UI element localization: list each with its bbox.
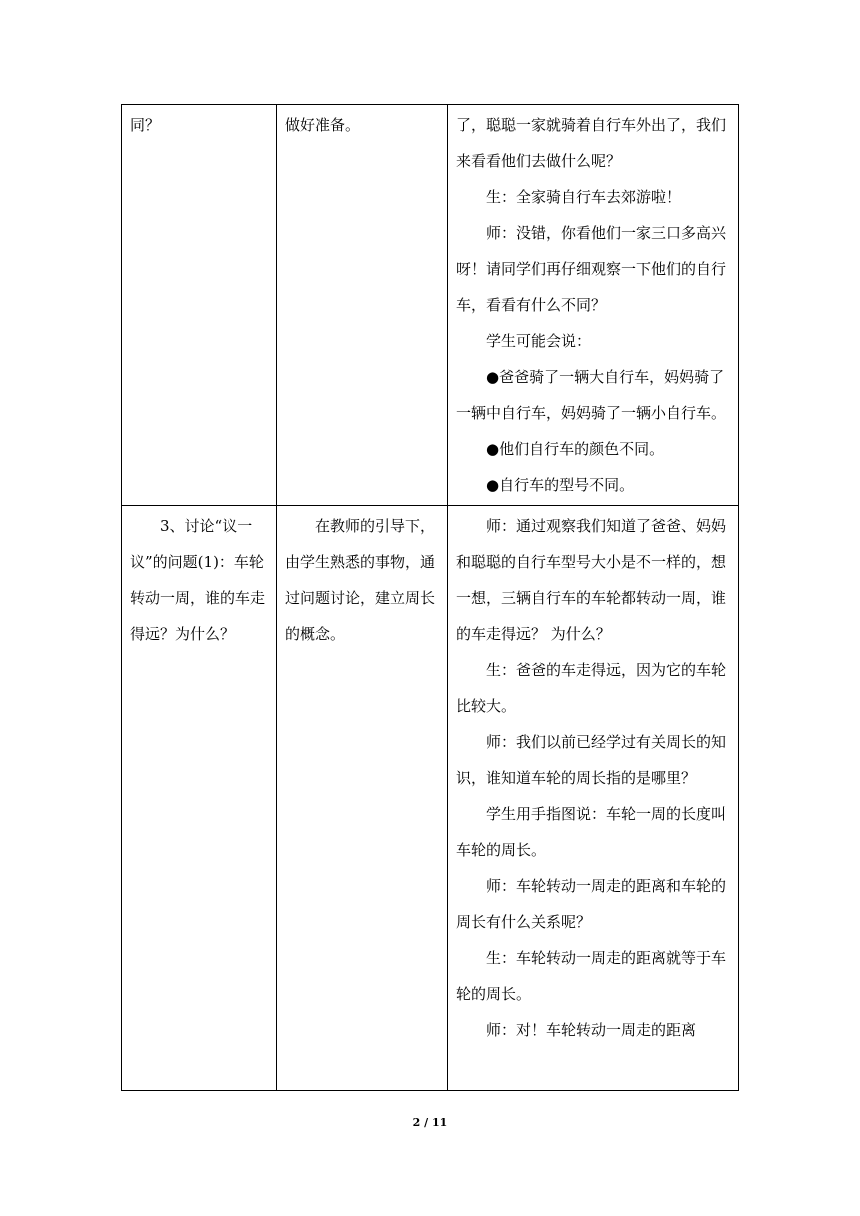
activity-cell — [122, 105, 277, 506]
dialogue-paragraph: 师：车轮转动一周走的距离和车轮的周长有什么关系呢？ — [456, 877, 727, 931]
dialogue-paragraph: ●他们自行车的颜色不同。 — [486, 440, 665, 458]
cell-text: 同？ — [130, 116, 161, 134]
intent-cell — [277, 105, 448, 506]
dialogue-paragraph: 了，聪聪一家就骑着自行车外出了，我们来看看他们去做什么呢？ — [456, 116, 727, 170]
table-row — [122, 105, 739, 506]
cell-text: 做好准备。 — [285, 116, 361, 134]
cell-text: 3、讨论“议一议”的问题(1)：车轮转动一周，谁的车走得远？为什么？ — [130, 517, 266, 643]
table-row — [122, 506, 739, 1091]
dialogue-cell — [448, 506, 739, 1091]
cell-text: 在教师的引导下，由学生熟悉的事物，通过问题讨论，建立周长的概念。 — [285, 517, 436, 643]
dialogue-paragraph: 生：全家骑自行车去郊游啦！ — [486, 188, 682, 206]
dialogue-paragraph: 师：没错，你看他们一家三口多高兴呀！请同学们再仔细观察一下他们的自行车，看看有什么不同？ — [456, 224, 727, 314]
dialogue-paragraph: 生：爸爸的车走得远，因为它的车轮比较大。 — [456, 661, 727, 715]
dialogue-paragraph: ●爸爸骑了一辆大自行车，妈妈骑了一辆中自行车，妈妈骑了一辆小自行车。 — [456, 368, 727, 422]
dialogue-paragraph: 学生用手指图说：车轮一周的长度叫车轮的周长。 — [456, 805, 727, 859]
dialogue-paragraph: ●自行车的型号不同。 — [486, 476, 635, 494]
dialogue-paragraph: 师：通过观察我们知道了爸爸、妈妈和聪聪的自行车型号大小是不一样的，想一想，三辆自行车的车轮都转动一周，谁的车走得远？ 为什么？ — [456, 517, 727, 643]
dialogue-paragraph: 师：对！车轮转动一周走的距离 — [486, 1021, 697, 1039]
page-number: 2 / 11 — [412, 1116, 448, 1129]
dialogue-paragraph: 师：我们以前已经学过有关周长的知识，谁知道车轮的周长指的是哪里？ — [456, 733, 727, 787]
dialogue-paragraph: 生：车轮转动一周走的距离就等于车轮的周长。 — [456, 949, 727, 1003]
dialogue-paragraph: 学生可能会说： — [486, 332, 592, 350]
intent-cell — [277, 506, 448, 1091]
lesson-plan-table — [121, 104, 739, 1091]
dialogue-cell — [448, 105, 739, 506]
activity-cell — [122, 506, 277, 1091]
